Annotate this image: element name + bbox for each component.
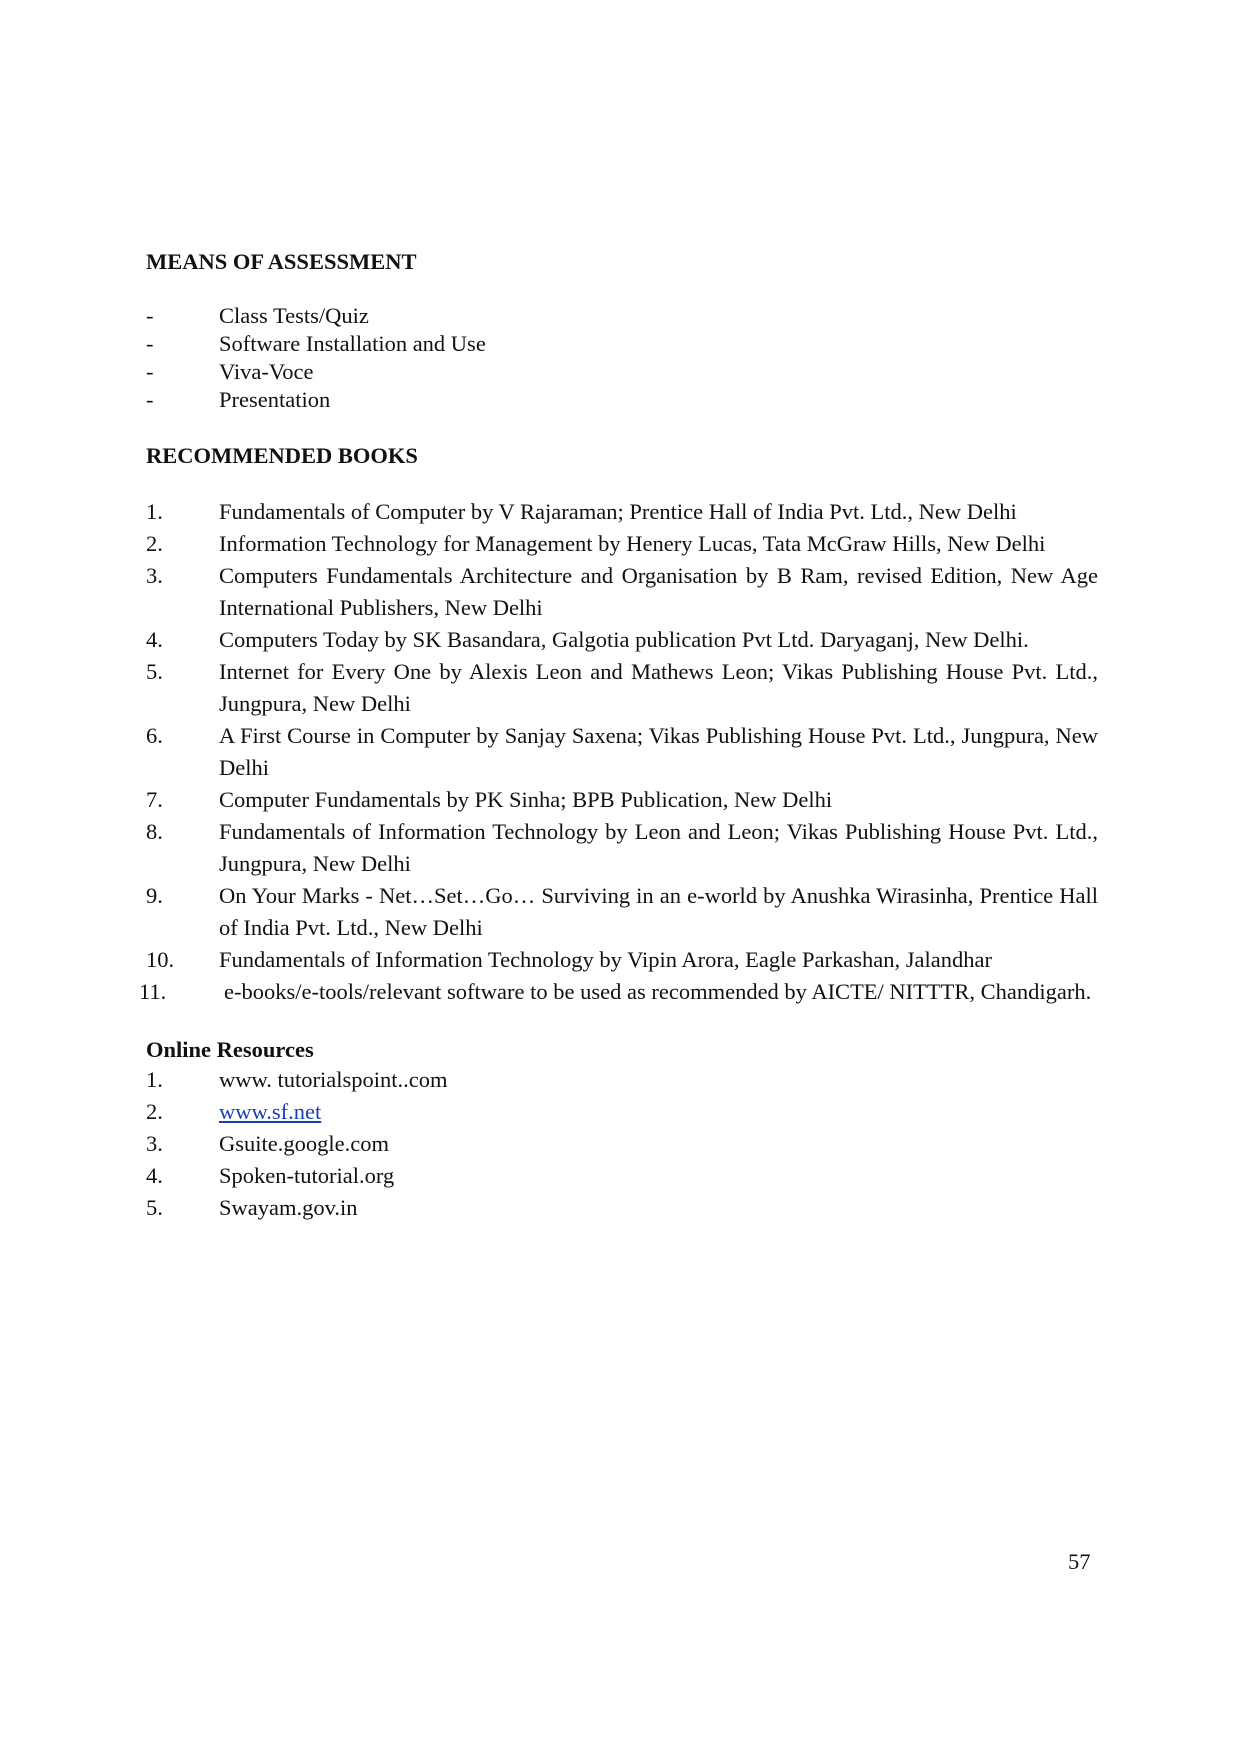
sf-net-link[interactable]: www.sf.net xyxy=(219,1099,322,1124)
book-entry: Information Technology for Management by Henery Lucas, Tata McGraw Hills, New Delhi xyxy=(219,531,1046,556)
list-item xyxy=(146,624,1098,656)
list-marker: - xyxy=(146,387,154,412)
online-resources-list xyxy=(146,1064,1098,1224)
resource-entry: Spoken-tutorial.org xyxy=(219,1163,395,1188)
list-marker: 8. xyxy=(146,819,163,844)
list-item xyxy=(146,358,1098,386)
list-item xyxy=(146,1160,1098,1192)
list-item xyxy=(146,880,1098,944)
list-marker: 1. xyxy=(146,499,163,524)
list-marker: 3. xyxy=(146,563,163,588)
recommended-books-list xyxy=(139,496,1098,1008)
assessment-list xyxy=(146,302,1098,414)
list-item xyxy=(139,976,1098,1008)
book-entry: Computers Fundamentals Architecture and Organisation by B Ram, revised Edition, New Age International Publishers, New Delhi xyxy=(219,563,1098,620)
list-item-text: Viva-Voce xyxy=(219,359,314,384)
resource-entry: www. tutorialspoint..com xyxy=(219,1067,448,1092)
list-item xyxy=(146,528,1098,560)
list-marker: - xyxy=(146,359,154,384)
list-item xyxy=(146,560,1098,624)
list-item xyxy=(146,944,1098,976)
list-item xyxy=(146,496,1098,528)
list-marker: 2. xyxy=(146,531,163,556)
list-item xyxy=(146,1096,1098,1128)
book-entry: Computer Fundamentals by PK Sinha; BPB Publication, New Delhi xyxy=(219,787,833,812)
list-marker: 5. xyxy=(146,1195,163,1220)
list-marker: 10. xyxy=(146,947,175,972)
list-marker: 9. xyxy=(146,883,163,908)
resource-entry: Swayam.gov.in xyxy=(219,1195,358,1220)
list-item xyxy=(146,1064,1098,1096)
online-resources-heading: Online Resources xyxy=(146,1037,314,1062)
book-entry: Fundamentals of Information Technology by Leon and Leon; Vikas Publishing House Pvt. Ltd., Jungpura, New Delhi xyxy=(219,819,1098,876)
list-marker: 11. xyxy=(139,979,167,1004)
list-item xyxy=(146,784,1098,816)
list-marker: - xyxy=(146,331,154,356)
list-item xyxy=(146,302,1098,330)
list-item-text: Presentation xyxy=(219,387,331,412)
list-item xyxy=(146,1128,1098,1160)
list-item xyxy=(146,720,1098,784)
book-entry: Computers Today by SK Basandara, Galgotia publication Pvt Ltd. Daryaganj, New Delhi. xyxy=(219,627,1029,652)
list-marker: 6. xyxy=(146,723,163,748)
recommended-books-heading: RECOMMENDED BOOKS xyxy=(146,443,418,468)
resource-entry: Gsuite.google.com xyxy=(219,1131,389,1156)
book-entry: On Your Marks - Net…Set…Go… Surviving in an e-world by Anushka Wirasinha, Prentice Hall of India Pvt. Ltd., New Delhi xyxy=(219,883,1098,940)
list-item xyxy=(146,1192,1098,1224)
book-entry: e-books/e-tools/relevant software to be used as recommended by AICTE/ NITTTR, Chandigarh. xyxy=(224,979,1092,1004)
list-item xyxy=(146,656,1098,720)
page-content xyxy=(139,246,1098,1224)
list-item-text: Class Tests/Quiz xyxy=(219,303,369,328)
list-marker: 1. xyxy=(146,1067,163,1092)
list-item-text: Software Installation and Use xyxy=(219,331,486,356)
list-marker: 5. xyxy=(146,659,163,684)
list-marker: 3. xyxy=(146,1131,163,1156)
list-marker: 4. xyxy=(146,1163,163,1188)
list-marker: 2. xyxy=(146,1099,163,1124)
book-entry: Fundamentals of Computer by V Rajaraman; Prentice Hall of India Pvt. Ltd., New Delhi xyxy=(219,499,1017,524)
book-entry: A First Course in Computer by Sanjay Saxena; Vikas Publishing House Pvt. Ltd., Jungpura, New Delhi xyxy=(219,723,1098,780)
assessment-heading: MEANS OF ASSESSMENT xyxy=(146,249,417,274)
list-marker: - xyxy=(146,303,154,328)
book-entry: Fundamentals of Information Technology by Vipin Arora, Eagle Parkashan, Jalandhar xyxy=(219,947,992,972)
list-marker: 4. xyxy=(146,627,163,652)
list-item xyxy=(146,816,1098,880)
list-marker: 7. xyxy=(146,787,163,812)
list-item xyxy=(146,386,1098,414)
list-item xyxy=(146,330,1098,358)
page-number: 57 xyxy=(1068,1549,1091,1574)
book-entry: Internet for Every One by Alexis Leon and Mathews Leon; Vikas Publishing House Pvt. Ltd., Jungpura, New Delhi xyxy=(219,659,1098,716)
